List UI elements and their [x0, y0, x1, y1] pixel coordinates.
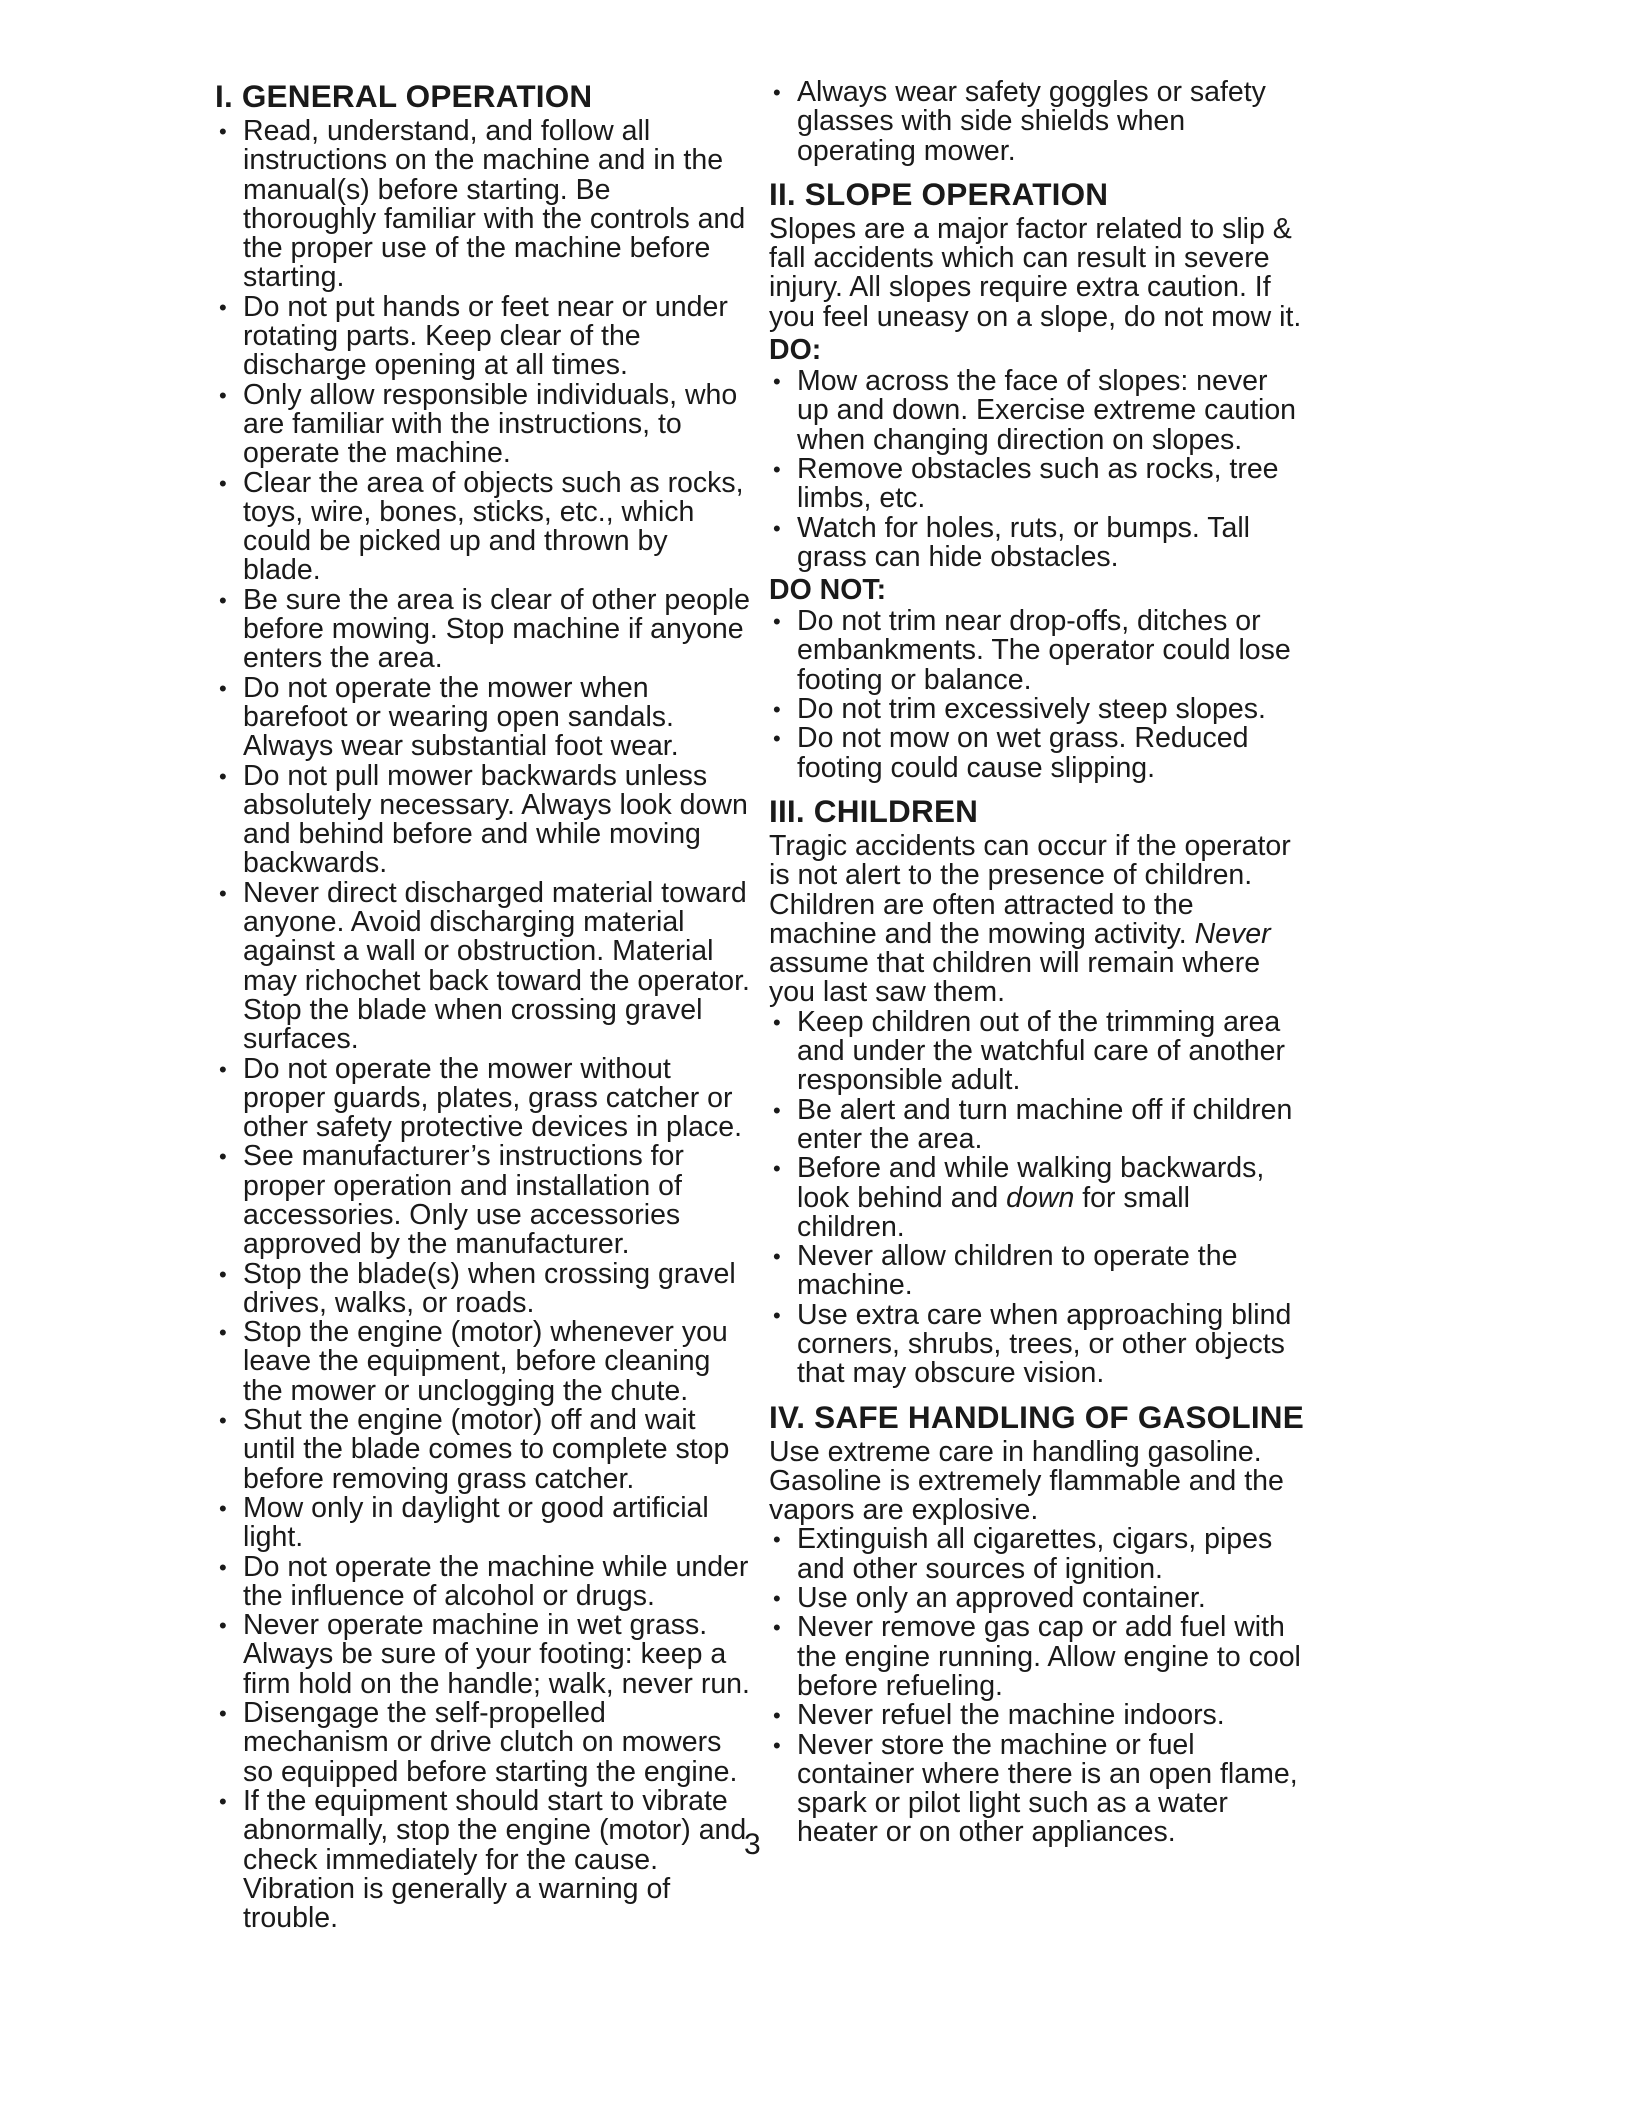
list-item: • Keep children out of the trimming area and under the watchful care of another responsible adult.	[769, 1008, 1304, 1096]
general-operation-heading: I. GENERAL OPERATION	[215, 78, 593, 114]
list-item: • Always wear safety goggles or safety glasses with side shields when operating mower.	[769, 78, 1304, 166]
right-column	[769, 78, 1304, 1848]
slope-do-list	[769, 367, 1304, 572]
list-item: • Only allow responsible individuals, who are familiar with the instructions, to operate the machine.	[215, 381, 750, 469]
slope-intro: Slopes are a major factor related to slip & fall accidents which can result in severe injury. All slopes require extra caution. If you feel uneasy on a slope, do not mow it.	[769, 212, 1302, 333]
list-item: • Never operate machine in wet grass. Always be sure of your footing: keep a firm hold on the handle; walk, never run.	[215, 1611, 750, 1699]
list-item: • Never direct discharged material toward anyone. Avoid discharging material against a wall or obstruction. Material may richochet back toward the operator. Stop the blade when crossing gravel surfaces.	[215, 879, 750, 1055]
list-item: • Use only an approved container.	[769, 1584, 1304, 1613]
children-intro: Tragic accidents can occur if the operator is not alert to the presence of children. Children are often attracted to the machine and the mowing activity. Never assume that children will remain where you last saw them.	[769, 829, 1291, 1009]
list-item: • Read, understand, and follow all instructions on the machine and in the manual(s) before starting. Be thoroughly familiar with the controls and the proper use of the machine before starting.	[215, 117, 750, 293]
list-item: • Shut the engine (motor) off and wait until the blade comes to complete stop before removing grass catcher.	[215, 1406, 750, 1494]
left-column	[215, 78, 750, 1933]
list-item: • Never refuel the machine indoors.	[769, 1701, 1304, 1730]
slope-do-not-list	[769, 607, 1304, 783]
children-list	[769, 1005, 1304, 1390]
list-item: • If the equipment should start to vibrate abnormally, stop the engine (motor) and check immediately for the cause. Vibration is generally a warning of trouble.	[215, 1787, 750, 1933]
list-item: • Do not operate the machine while under the influence of alcohol or drugs.	[215, 1553, 750, 1612]
gasoline-intro: Use extreme care in handling gasoline. Gasoline is extremely flammable and the vapors are explosive.	[769, 1435, 1284, 1527]
children-heading: III. CHILDREN	[769, 792, 979, 829]
gasoline-heading: IV. SAFE HANDLING OF GASOLINE	[769, 1398, 1304, 1435]
list-item: • Be sure the area is clear of other people before mowing. Stop machine if anyone enters the area.	[215, 586, 750, 674]
general-operation-list	[215, 117, 750, 1933]
list-item: • Extinguish all cigarettes, cigars, pipes and other sources of ignition.	[769, 1525, 1304, 1584]
gasoline-list	[769, 1525, 1304, 1847]
list-item: • Stop the blade(s) when crossing gravel drives, walks, or roads.	[215, 1260, 750, 1319]
list-item: • Be alert and turn machine off if children enter the area.	[769, 1096, 1304, 1155]
list-item: • Do not pull mower backwards unless absolutely necessary. Always look down and behind before and while moving backwards.	[215, 762, 750, 879]
list-item: • Disengage the self-propelled mechanism or drive clutch on mowers so equipped before starting the engine.	[215, 1699, 750, 1787]
list-item: • Never remove gas cap or add fuel with the engine running. Allow engine to cool before refueling.	[769, 1613, 1304, 1701]
list-item: • Before and while walking backwards, look behind and down for small children.	[769, 1154, 1304, 1242]
list-item: • Mow only in daylight or good artificial light.	[215, 1494, 750, 1553]
slope-operation-heading: II. SLOPE OPERATION	[769, 175, 1109, 212]
goggles-list	[769, 78, 1304, 166]
do-not-label: DO NOT:	[769, 574, 887, 607]
list-item: • Never allow children to operate the machine.	[769, 1242, 1304, 1301]
list-item: • Do not operate the mower when barefoot or wearing open sandals. Always wear substantial foot wear.	[215, 674, 750, 762]
list-item: • Do not trim near drop-offs, ditches or embankments. The operator could lose footing or balance.	[769, 607, 1304, 695]
list-item: • Stop the engine (motor) whenever you leave the equipment, before cleaning the mower or unclogging the chute.	[215, 1318, 750, 1406]
list-item: • Do not operate the mower without proper guards, plates, grass catcher or other safety protective devices in place.	[215, 1055, 750, 1143]
page-number: 3	[744, 1828, 761, 1861]
list-item: • Do not trim excessively steep slopes.	[769, 695, 1304, 724]
list-item: • Clear the area of objects such as rocks, toys, wire, bones, sticks, etc., which could be picked up and thrown by blade.	[215, 469, 750, 586]
do-label: DO:	[769, 334, 822, 367]
list-item: • Remove obstacles such as rocks, tree limbs, etc.	[769, 455, 1304, 514]
list-item: • Use extra care when approaching blind corners, shrubs, trees, or other objects that may obscure vision.	[769, 1301, 1304, 1389]
list-item: • Mow across the face of slopes: never up and down. Exercise extreme caution when changing direction on slopes.	[769, 367, 1304, 455]
list-item: • Do not put hands or feet near or under rotating parts. Keep clear of the discharge opening at all times.	[215, 293, 750, 381]
list-item: • Never store the machine or fuel container where there is an open flame, spark or pilot light such as a water heater or on other appliances.	[769, 1731, 1304, 1848]
list-item: • Watch for holes, ruts, or bumps. Tall grass can hide obstacles.	[769, 514, 1304, 573]
list-item: • See manufacturer’s instructions for proper operation and installation of accessories. Only use accessories approved by the manufacturer.	[215, 1142, 750, 1259]
list-item: • Do not mow on wet grass. Reduced footing could cause slipping.	[769, 724, 1304, 783]
